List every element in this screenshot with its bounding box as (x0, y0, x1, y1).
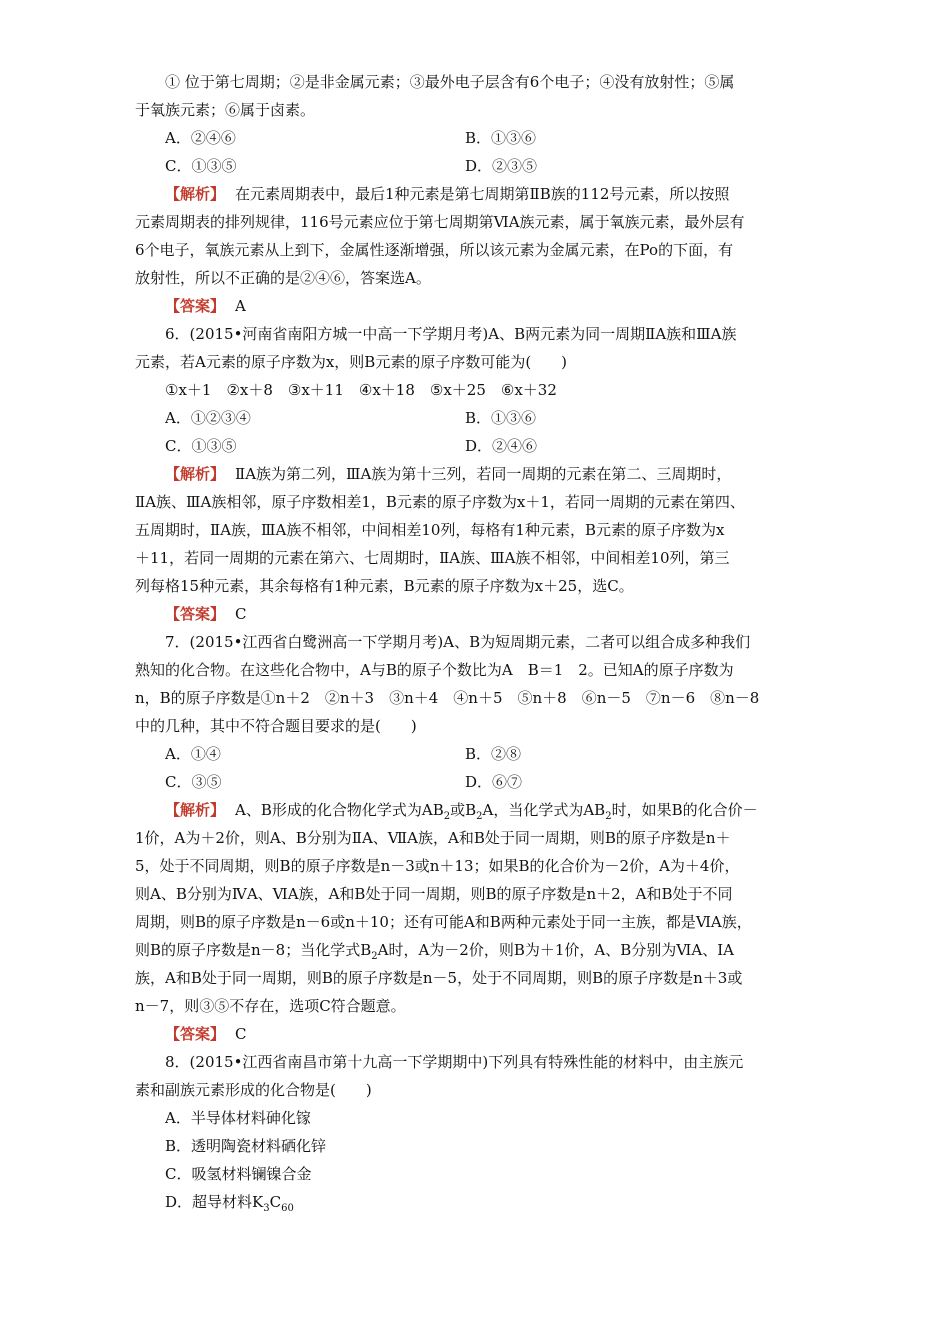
q7-analysis-text: A时，A为－2价，则B为＋1价，A、B分别为ⅥA、ⅠA (377, 941, 734, 959)
q5-option-a: A．②④⑥ (165, 129, 236, 147)
q6-answer-line (135, 600, 815, 628)
answer-tag: 【答案】 (165, 605, 226, 623)
q5-stem-line: ① 位于第七周期；②是非金属元素；③最外电子层含有6个电子；④没有放射性；⑤属 (165, 73, 735, 91)
q7-analysis-line: n－7，则③⑤不存在，选项C符合题意。 (135, 997, 406, 1015)
q6-analysis-line: ⅡA族、ⅢA族相邻，原子序数相差1，B元素的原子序数为x＋1，若同一周期的元素在第四、 (135, 493, 745, 511)
q6-analysis-line: ＋11，若同一周期的元素在第六、七周期时，ⅡA族、ⅢA族不相邻，中间相差10列，第三 (135, 549, 730, 567)
q5-options-row (135, 152, 815, 180)
q5-option-d: D．②③⑤ (465, 157, 538, 175)
q5-option-c: C．①③⑤ (165, 157, 237, 175)
q7-analysis-text: 或B (450, 801, 477, 819)
q7-analysis-line (135, 936, 815, 964)
q8-option-b: B．透明陶瓷材料硒化锌 (165, 1137, 327, 1155)
document-page (135, 68, 815, 1216)
q7-stem-line: 7．(2015•江西省白鹭洲高一下学期月考)A、B为短周期元素，二者可以组合成多种我们 (165, 633, 751, 651)
q6-analysis-text: ⅡA族为第二列，ⅢA族为第十三列，若同一周期的元素在第二、三周期时， (235, 465, 732, 483)
q6-analysis-line (135, 460, 815, 488)
subscript: 2 (476, 811, 483, 822)
q5-option-b: B．①③⑥ (465, 129, 537, 147)
q7-stem-line: 熟知的化合物。在这些化合物中，A与B的原子个数比为A B＝1 2。已知A的原子序数为 (135, 661, 734, 679)
q7-analysis-line: 5，处于不同周期，则B的原子序数是n－3或n＋13；如果B的化合价为－2价，A为＋4价， (135, 857, 740, 875)
subscript: 60 (281, 1203, 294, 1214)
q7-answer: C (235, 1025, 247, 1043)
subscript: 2 (443, 811, 451, 822)
q5-stem-line: 于氧族元素；⑥属于卤素。 (135, 101, 316, 119)
q6-option-b: B．①③⑥ (465, 409, 537, 427)
q6-analysis-line: 五周期时，ⅡA族，ⅢA族不相邻，中间相差10列，每格有1种元素，B元素的原子序数为x (135, 521, 725, 539)
q8-option-d (135, 1188, 815, 1216)
analysis-tag: 【解析】 (165, 801, 226, 819)
q6-option-c: C．①③⑤ (165, 437, 237, 455)
q7-analysis-line: 族，A和B处于同一周期，则B的原子序数是n－5，处于不同周期，则B的原子序数是n＋3或 (135, 969, 743, 987)
q5-analysis-line (135, 180, 815, 208)
q7-stem-line: n，B的原子序数是①n＋2 ②n＋3 ③n＋4 ④n＋5 ⑤n＋8 ⑥n－5 ⑦n－6 ⑧n－8 (135, 689, 760, 707)
q5-options-row (135, 124, 815, 152)
q5-answer-line (135, 292, 815, 320)
q6-options-row (135, 432, 815, 460)
q7-answer-line (135, 1020, 815, 1048)
q7-analysis-line: 则A、B分别为ⅣA、ⅥA族，A和B处于同一周期，则B的原子序数是n＋2，A和B处于不同 (135, 885, 733, 903)
q8-stem-line: 素和副族元素形成的化合物是( ) (135, 1081, 372, 1099)
q5-analysis-line: 元素周期表的排列规律，116号元素应位于第七周期第ⅥA族元素，属于氧族元素，最外层有 (135, 213, 745, 231)
q7-option-d: D．⑥⑦ (465, 773, 523, 791)
q7-analysis-line: 周期，则B的原子序数是n－6或n＋10；还有可能A和B两种元素处于同一主族，都是ⅥA族， (135, 913, 752, 931)
q7-options-row (135, 740, 815, 768)
q8-option-d-text: D．超导材料K (165, 1193, 264, 1211)
q8-option-c: C．吸氢材料镧镍合金 (165, 1165, 312, 1183)
q6-stem-line: 元素，若A元素的原子序数为x，则B元素的原子序数可能为( ) (135, 353, 568, 371)
q7-analysis-text: 时，如果B的化合价－ (611, 801, 758, 819)
q8-option-d-text: C (269, 1193, 282, 1211)
q5-answer: A (235, 297, 246, 315)
q6-choices: ①x＋1 ②x＋8 ③x＋11 ④x＋18 ⑤x＋25 ⑥x＋32 (165, 381, 557, 399)
q7-analysis-text: A、B形成的化合物化学式为AB (235, 801, 444, 819)
q6-options-row (135, 404, 815, 432)
q6-option-a: A．①②③④ (165, 409, 251, 427)
analysis-tag: 【解析】 (165, 465, 226, 483)
q7-analysis-line: 1价，A为＋2价，则A、B分别为ⅡA、ⅦA族，A和B处于同一周期，则B的原子序数是n＋ (135, 829, 731, 847)
q7-option-b: B．②⑧ (465, 745, 522, 763)
q7-stem-line: 中的几种，其中不符合题目要求的是( ) (135, 717, 417, 735)
q7-option-c: C．③⑤ (165, 773, 222, 791)
answer-tag: 【答案】 (165, 1025, 226, 1043)
answer-tag: 【答案】 (165, 297, 226, 315)
q7-analysis-text: 则B的原子序数是n－8；当化学式B (135, 941, 372, 959)
q5-analysis-line: 放射性，所以不正确的是②④⑥，答案选A。 (135, 269, 431, 287)
q7-option-a: A．①④ (165, 745, 221, 763)
subscript: 2 (605, 811, 612, 822)
q5-analysis-text: 在元素周期表中，最后1种元素是第七周期第ⅡB族的112号元素，所以按照 (235, 185, 730, 203)
q6-option-d: D．②④⑥ (465, 437, 538, 455)
q8-option-a: A．半导体材料砷化镓 (165, 1109, 311, 1127)
q8-stem-line: 8．(2015•江西省南昌市第十九高一下学期期中)下列具有特殊性能的材料中，由主族元 (165, 1053, 744, 1071)
q7-analysis-line (135, 796, 815, 824)
q7-options-row (135, 768, 815, 796)
q5-analysis-line: 6个电子，氧族元素从上到下，金属性逐渐增强，所以该元素为金属元素，在Po的下面，有 (135, 241, 734, 259)
analysis-tag: 【解析】 (165, 185, 226, 203)
q6-analysis-line: 列每格15种元素，其余每格有1种元素，B元素的原子序数为x＋25，选C。 (135, 577, 634, 595)
q6-stem-line: 6．(2015•河南省南阳方城一中高一下学期月考)A、B两元素为同一周期ⅡA族和ⅢA族 (165, 325, 737, 343)
subscript: 3 (263, 1203, 270, 1214)
q7-analysis-text: A，当化学式为AB (482, 801, 606, 819)
subscript: 2 (371, 951, 378, 962)
q6-answer: C (235, 605, 247, 623)
